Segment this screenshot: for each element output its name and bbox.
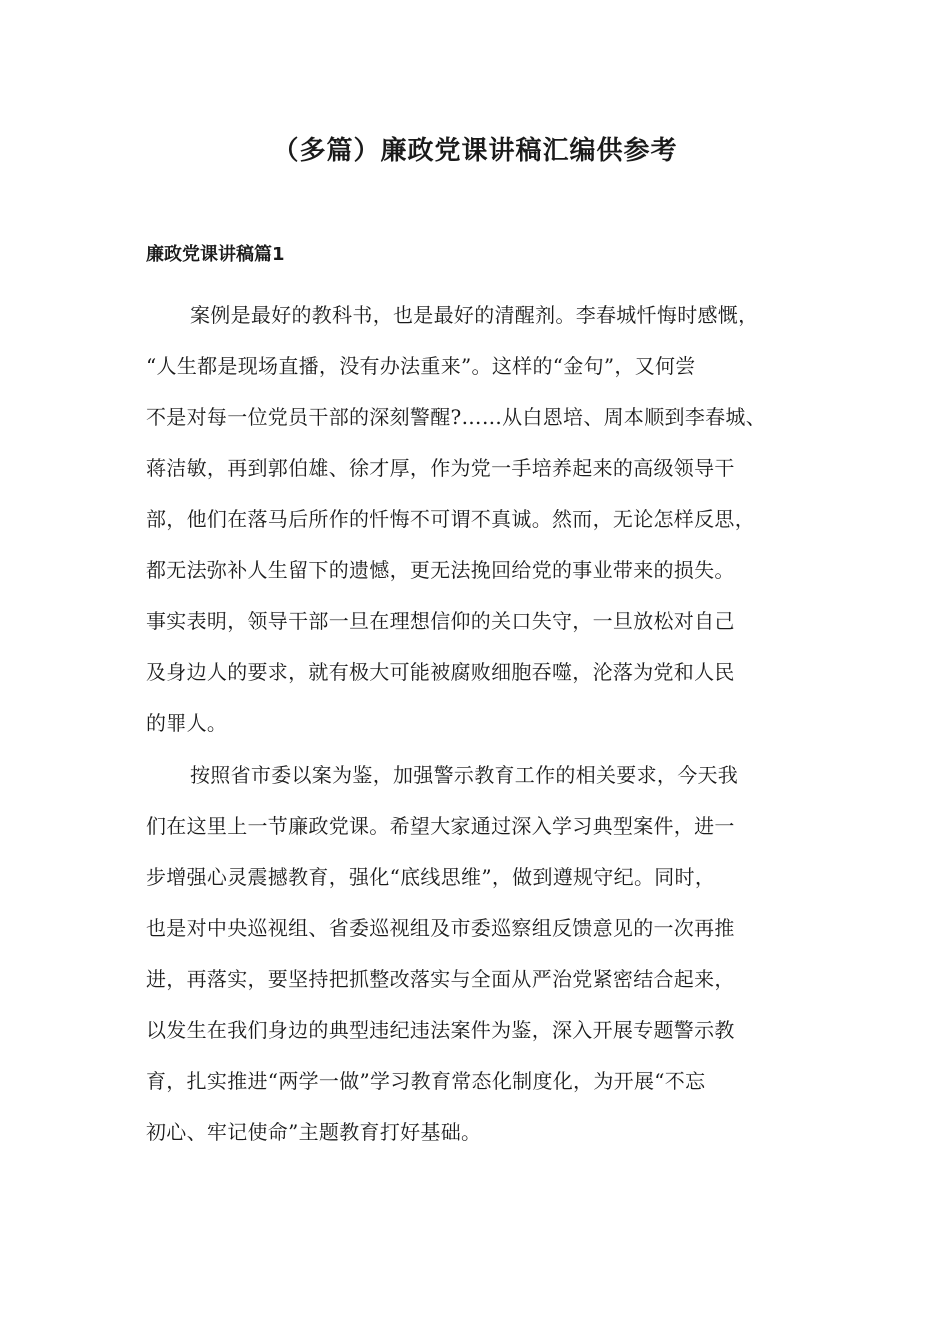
paragraph-line: 的罪人。 <box>146 711 228 735</box>
paragraph-line: 及身边人的要求，就有极大可能被腐败细胞吞噬，沦落为党和人民 <box>146 660 735 684</box>
paragraph-line: 初心、牢记使命”主题教育打好基础。 <box>146 1120 482 1144</box>
paragraph-line: 以发生在我们身边的典型违纪违法案件为鉴，深入开展专题警示教 <box>146 1018 735 1042</box>
paragraph-line: 按照省市委以案为鉴，加强警示教育工作的相关要求，今天我 <box>190 763 739 787</box>
paragraph-line: 部，他们在落马后所作的忏悔不可谓不真诚。然而，无论怎样反思， <box>146 507 755 531</box>
document-title: （多篇）廉政党课讲稿汇编供参考 <box>272 136 678 166</box>
paragraph-1 <box>146 290 826 749</box>
paragraph-line: “人生都是现场直播，没有办法重来”。这样的“金句”，又何尝 <box>146 354 696 378</box>
paragraph-line: 也是对中央巡视组、省委巡视组及市委巡察组反馈意见的一次再推 <box>146 916 735 940</box>
paragraph-2 <box>146 750 826 1158</box>
paragraph-line: 蒋洁敏，再到郭伯雄、徐才厚，作为党一手培养起来的高级领导干 <box>146 456 735 480</box>
paragraph-line: 不是对每一位党员干部的深刻警醒?……从白恩培、周本顺到李春城、 <box>146 405 767 429</box>
paragraph-line: 进，再落实，要坚持把抓整改落实与全面从严治党紧密结合起来， <box>146 967 735 991</box>
paragraph-line: 事实表明，领导干部一旦在理想信仰的关口失守，一旦放松对自己 <box>146 609 735 633</box>
paragraph-line: 们在这里上一节廉政党课。希望大家通过深入学习典型案件，进一 <box>146 814 735 838</box>
paragraph-line: 都无法弥补人生留下的遗憾，更无法挽回给党的事业带来的损失。 <box>146 558 735 582</box>
paragraph-line: 育，扎实推进“两学一做”学习教育常态化制度化，为开展“不忘 <box>146 1069 706 1093</box>
paragraph-line: 步增强心灵震撼教育，强化“底线思维”，做到遵规守纪。同时， <box>146 865 716 889</box>
section-heading: 廉政党课讲稿篇1 <box>146 244 285 265</box>
paragraph-line: 案例是最好的教科书，也是最好的清醒剂。李春城忏悔时感慨， <box>190 303 759 327</box>
